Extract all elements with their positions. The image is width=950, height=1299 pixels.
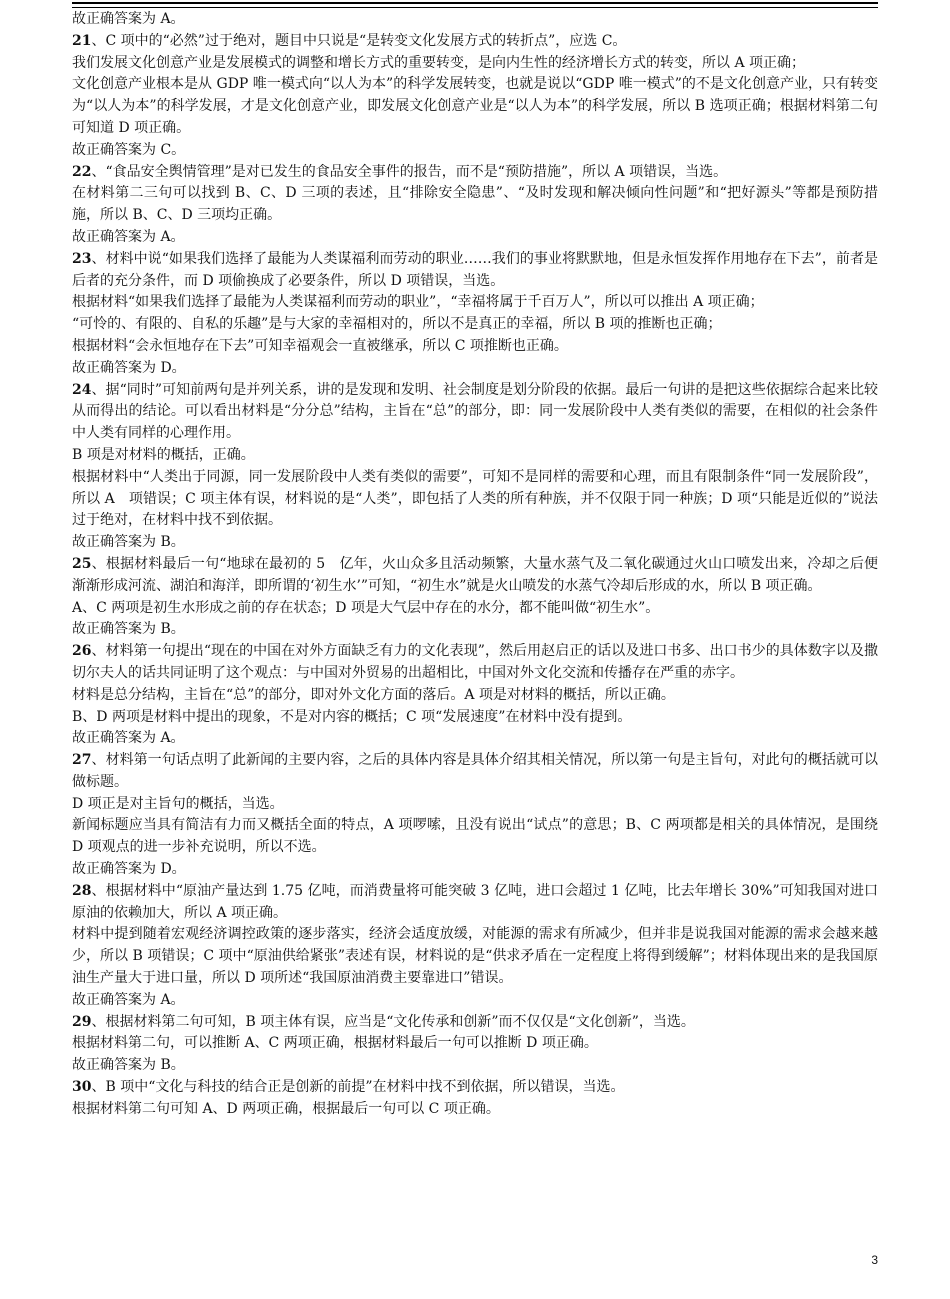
paragraph-text: 根据材料中“人类出于同源，同一发展阶段中人类有类似的需要”，可知不是同样的需要和心理，而且有限制条件“同一发展阶段”，所以 A 项错误；C 项主体有误，材料说的是“人类”，即包括了人类的所有种族，并不仅限于同一种族；D 项“只能是近似的”说法过于绝对，在材料中找不到依据。: [72, 468, 878, 529]
paragraph: [72, 31, 878, 53]
paragraph: [72, 859, 878, 881]
paragraph: [72, 1012, 878, 1034]
paragraph-text: “可怜的、有限的、自私的乐趣”是与大家的幸福相对的，所以不是真正的幸福，所以 B 项的推断也正确；: [72, 316, 722, 333]
paragraph: [72, 227, 878, 249]
paragraph-text: 、B 项中“文化与科技的结合正是创新的前提”在材料中找不到依据，所以错误，当选。: [91, 1079, 625, 1096]
paragraph-text: 故正确答案为 A。: [72, 11, 185, 27]
paragraph-text: 材料是总分结构，主旨在“总”的部分，即对外文化方面的落后。A 项是对材料的概括，所以正确。: [72, 686, 675, 703]
paragraph: [72, 9, 878, 31]
question-number: 28: [72, 882, 92, 899]
paragraph: [72, 380, 878, 445]
paragraph: [72, 707, 878, 729]
header-rule-thin: [72, 7, 878, 8]
paragraph-text: 根据材料“如果我们选择了最能为人类谋福利而劳动的职业”，“幸福将属于千百万人”，所以可以推出 A 项正确；: [72, 294, 764, 311]
paragraph: [72, 358, 878, 380]
paragraph-text: 新闻标题应当具有简洁有力而又概括全面的特点，A 项啰嗦，且没有说出“试点”的意思；B、C 两项都是相关的具体情况，是围绕 D 项观点的进一步补充说明，所以不选。: [72, 817, 878, 856]
paragraph: [72, 598, 878, 620]
paragraph: [72, 183, 878, 227]
paragraph-text: A、C 两项是初生水形成之前的存在状态；D 项是大气层中存在的水分，都不能叫做“初生水”。: [72, 599, 660, 616]
question-number: 30: [72, 1079, 92, 1096]
paragraph-text: 材料中提到随着宏观经济调控政策的逐步落实，经济会适度放缓，对能源的需求有所减少，但并非是说我国对能源的需求会越来越少，所以 B 项错误；C 项中“原油供给紧张”表述有误，材料说的是“供求矛盾在一定程度上将得到缓解”；材料体现出来的是我国原油生产量大于进口量，所以 D 项所述“我国原油消费主要靠进口”错误。: [72, 926, 878, 987]
paragraph-text: 故正确答案为 C。: [72, 141, 186, 158]
paragraph-text: 我们发展文化创意产业是发展模式的调整和增长方式的重要转变，是向内生性的经济增长方式的转变，所以 A 项正确；: [72, 54, 806, 71]
paragraph: [72, 1099, 878, 1121]
paragraph-text: 、材料第一句话点明了此新闻的主要内容，之后的具体内容是具体介绍其相关情况，所以第一句是主旨句，对此句的概括就可以做标题。: [72, 752, 878, 790]
question-number: 27: [72, 752, 92, 769]
question-number: 21: [72, 32, 92, 49]
paragraph: [72, 815, 878, 859]
paragraph-text: 根据材料第二句，可以推断 A、C 两项正确，根据材料最后一句可以推断 D 项正确。: [72, 1035, 598, 1052]
question-number: 25: [72, 555, 92, 572]
paragraph-text: D 项正是对主旨句的概括，当选。: [72, 795, 284, 812]
paragraph-text: 、C 项中的“必然”过于绝对，题目中只说是“是转变文化发展方式的转折点”，应选 C。: [91, 32, 627, 49]
paragraph: [72, 641, 878, 685]
paragraph: [72, 74, 878, 139]
paragraph: [72, 685, 878, 707]
answer-explanations: [72, 9, 878, 1121]
paragraph: [72, 532, 878, 554]
paragraph: [72, 554, 878, 598]
paragraph-text: 故正确答案为 D。: [72, 359, 186, 376]
question-number: 26: [72, 643, 92, 660]
paragraph-text: 故正确答案为 A。: [72, 991, 185, 1008]
paragraph: [72, 728, 878, 750]
paragraph: [72, 881, 878, 925]
paragraph-text: 故正确答案为 B。: [72, 621, 185, 638]
paragraph-text: 根据材料第二句可知 A、D 两项正确，根据最后一句可以 C 项正确。: [72, 1100, 500, 1117]
header-rule-thick: [72, 2, 878, 4]
paragraph: [72, 140, 878, 162]
paragraph-text: 、根据材料第二句可知，B 项主体有误，应当是“文化传承和创新”而不仅仅是“文化创新”，当选。: [91, 1013, 695, 1030]
paragraph-text: 故正确答案为 D。: [72, 861, 186, 878]
paragraph-text: 在材料第二三句可以找到 B、C、D 三项的表述，且“排除安全隐患”、“及时发现和解决倾向性问题”和“把好源头”等都是预防措施，所以 B、C、D 三项均正确。: [72, 185, 878, 224]
paragraph: [72, 292, 878, 314]
paragraph-text: 、“食品安全舆情管理”是对已发生的食品安全事件的报告，而不是“预防措施”，所以 A 项错误，当选。: [91, 163, 728, 180]
paragraph: [72, 249, 878, 293]
paragraph-text: 故正确答案为 A。: [72, 228, 185, 245]
paragraph: [72, 162, 878, 184]
paragraph-text: 根据材料“会永恒地存在下去”可知幸福观会一直被继承，所以 C 项推断也正确。: [72, 337, 568, 354]
paragraph: [72, 1055, 878, 1077]
paragraph: [72, 619, 878, 641]
paragraph: [72, 750, 878, 794]
paragraph-text: 、根据材料中“原油产量达到 1.75 亿吨，而消费量将可能突破 3 亿吨，进口会超过 1 亿吨，比去年增长 30%”可知我国对进口原油的依赖加大，所以 A 项正确。: [72, 882, 878, 921]
paragraph-text: B、D 两项是材料中提出的现象，不是对内容的概括；C 项“发展速度”在材料中没有提到。: [72, 708, 632, 725]
paragraph-text: 、材料第一句提出“现在的中国在对外方面缺乏有力的文化表现”，然后用赵启正的话以及进口书多、出口书少的具体数字以及撒切尔夫人的话共同证明了这个观点：与中国对外贸易的出超相比，中国对外文化交流和传播存在严重的赤字。: [72, 643, 878, 681]
paragraph-text: 、据“同时”可知前两句是并列关系，讲的是发现和发明、社会制度是划分阶段的依据。最后一句讲的是把这些依据综合起来比较从而得出的结论。可以看出材料是“分分总”结构，主旨在“总”的部分，即：同一发展阶段中人类有类似的需要，在相似的社会条件中人类有同样的心理作用。: [72, 381, 878, 442]
paragraph-text: B 项是对材料的概括，正确。: [72, 446, 255, 463]
paragraph-text: 文化创意产业根本是从 GDP 唯一模式向“以人为本”的科学发展转变，也就是说以“GDP 唯一模式”的不是文化创意产业，只有转变为“以人为本”的科学发展，才是文化创意产业，即发展文化创意产业是“以人为本”的科学发展，所以 B 选项正确；根据材料第二句可知道 D 项正确。: [72, 76, 878, 136]
paragraph: [72, 314, 878, 336]
page-number: 3: [871, 1253, 878, 1267]
paragraph: [72, 53, 878, 75]
paragraph: [72, 794, 878, 816]
paragraph: [72, 467, 878, 532]
paragraph-text: 故正确答案为 A。: [72, 730, 185, 747]
paragraph-text: 故正确答案为 B。: [72, 534, 185, 551]
paragraph: [72, 990, 878, 1012]
paragraph-text: 故正确答案为 B。: [72, 1057, 185, 1074]
paragraph: [72, 1077, 878, 1099]
paragraph: [72, 336, 878, 358]
paragraph: [72, 1033, 878, 1055]
question-number: 23: [72, 250, 92, 267]
paragraph-text: 、材料中说“如果我们选择了最能为人类谋福利而劳动的职业……我们的事业将默默地，但是永恒发挥作用地存在下去”，前者是后者的充分条件，而 D 项偷换成了必要条件，所以 D 项错误，当选。: [72, 250, 878, 289]
question-number: 22: [72, 163, 92, 180]
question-number: 29: [72, 1013, 92, 1030]
paragraph-text: 、根据材料最后一句“地球在最初的 5 亿年，火山众多且活动频繁，大量水蒸气及二氧化碳通过火山口喷发出来，冷却之后便渐渐形成河流、湖泊和海洋，即所谓的‘初生水’”可知，“初生水”就是火山喷发的水蒸气冷却后形成的水，所以 B 项正确。: [72, 555, 878, 594]
question-number: 24: [72, 381, 92, 398]
paragraph: [72, 924, 878, 989]
paragraph: [72, 445, 878, 467]
